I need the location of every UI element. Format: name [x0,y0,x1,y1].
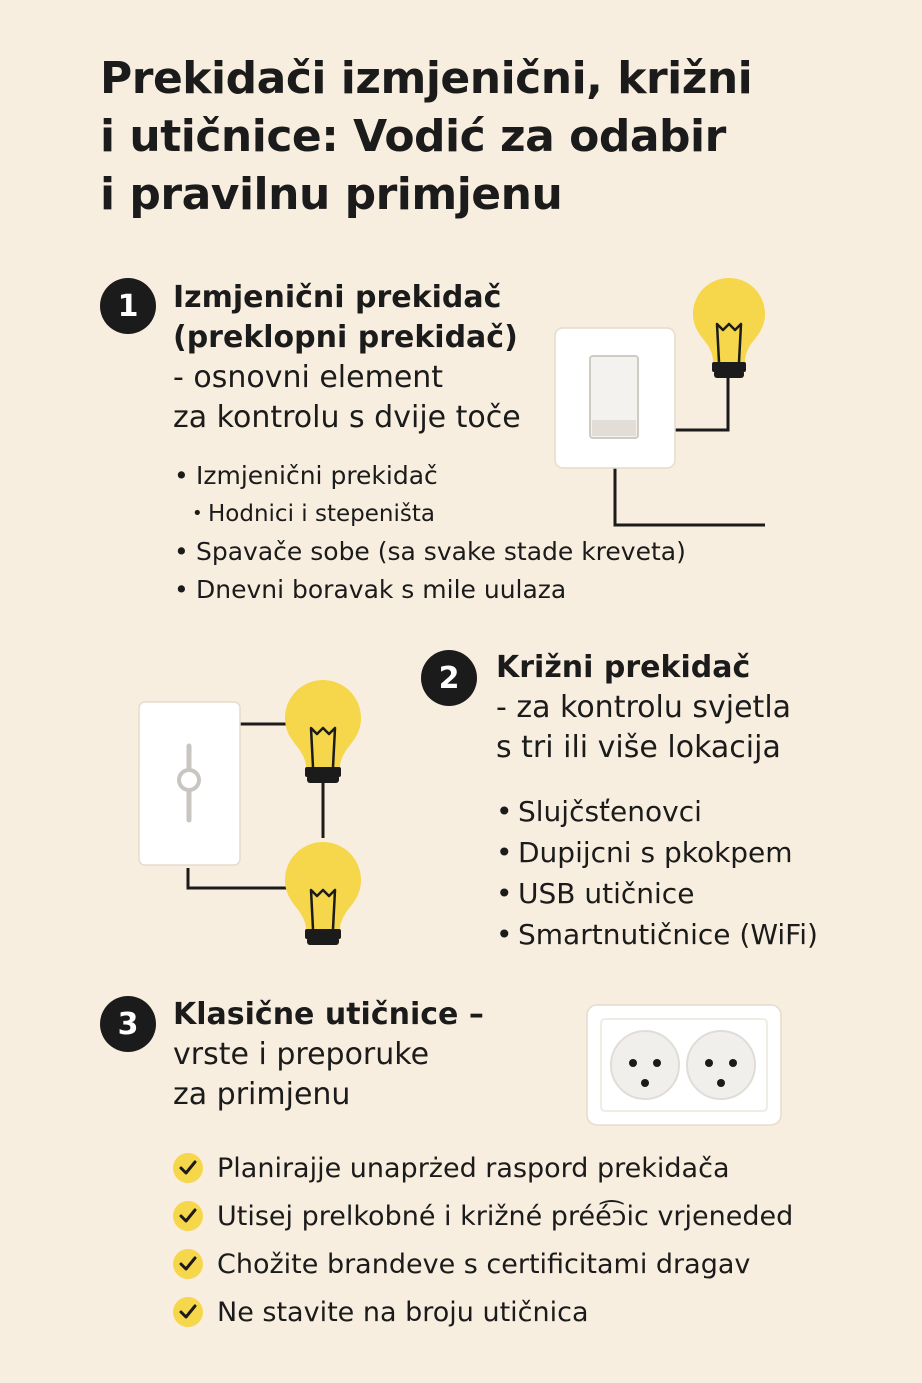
section-1-heading [173,278,521,438]
title-line-1: Prekidači izmjenični, križni [100,53,753,104]
section-2-heading [496,648,791,768]
section-1-heading-line-4: za kontrolu s dvije toče [173,400,521,435]
list-item: • Dnevni boravak s mile uulaza [196,571,686,609]
checklist-text: Utisej prelkobné i križné préé͡ɔic vrjeneded [217,1200,794,1232]
bulb-icon [285,680,361,783]
section-3-heading-line-2: vrste i preporuke [173,1037,430,1072]
section-3-number: 3 [100,996,156,1052]
checklist-text: Planirajje unaprżed raspord prekidača [217,1152,730,1184]
section-2-heading-line-3: s tri ili više lokacija [496,730,781,765]
check-icon [173,1297,203,1327]
light-switch-illustration [540,270,780,540]
check-icon [173,1153,203,1183]
list-item: • USB utičnice [518,873,818,914]
section-3-heading-line-3: za primjenu [173,1077,351,1112]
list-item [173,1144,793,1192]
section-1-heading-line-2: (preklopni prekidač) [173,320,518,355]
bulb-icon [693,278,765,378]
section-1-heading-line-3: - osnovni element [173,360,444,395]
cross-switch-illustration [130,670,380,960]
section-2-heading-line-2: - za kontrolu svjetla [496,690,792,725]
page-title [100,50,880,224]
section-1-heading-line-1: Izmjenični prekidač [173,280,502,315]
bulb-icon [285,842,361,945]
list-item [173,1288,793,1336]
title-line-2: i utičnice: Vodić za odabir [100,111,726,162]
section-2-heading-line-1: Križni prekidač [496,650,751,685]
list-item [173,1240,793,1288]
list-item: • Slujčsťenovci [518,791,818,832]
light-switch-icon [555,328,675,468]
cross-switch-icon [139,702,240,865]
recommendations-checklist [173,1144,793,1336]
list-item: • Spavače sobe (sa svake stade kreveta) [196,533,686,571]
section-1-number: 1 [100,278,156,334]
list-item: • Izmjenični prekidač [196,457,686,495]
list-item: • Dupijcni s pkokpem [518,832,818,873]
list-item: • Smartnutičnice (WiFi) [518,914,818,955]
check-icon [173,1201,203,1231]
section-3-heading-line-1: Klasične utičnice – [173,997,484,1032]
title-line-3: i pravilnu primjenu [100,169,563,220]
checklist-text: Ne stavite na broju utičnica [217,1296,589,1328]
section-3-heading [173,995,484,1115]
section-2-bullets [518,791,818,955]
list-item: • Hodnici i stepeništa [196,495,686,533]
check-icon [173,1249,203,1279]
section-2-number: 2 [421,650,477,706]
double-socket-icon [585,1003,785,1128]
checklist-text: Chožite brandeve s certificitami dragav [217,1248,751,1280]
list-item [173,1192,793,1240]
